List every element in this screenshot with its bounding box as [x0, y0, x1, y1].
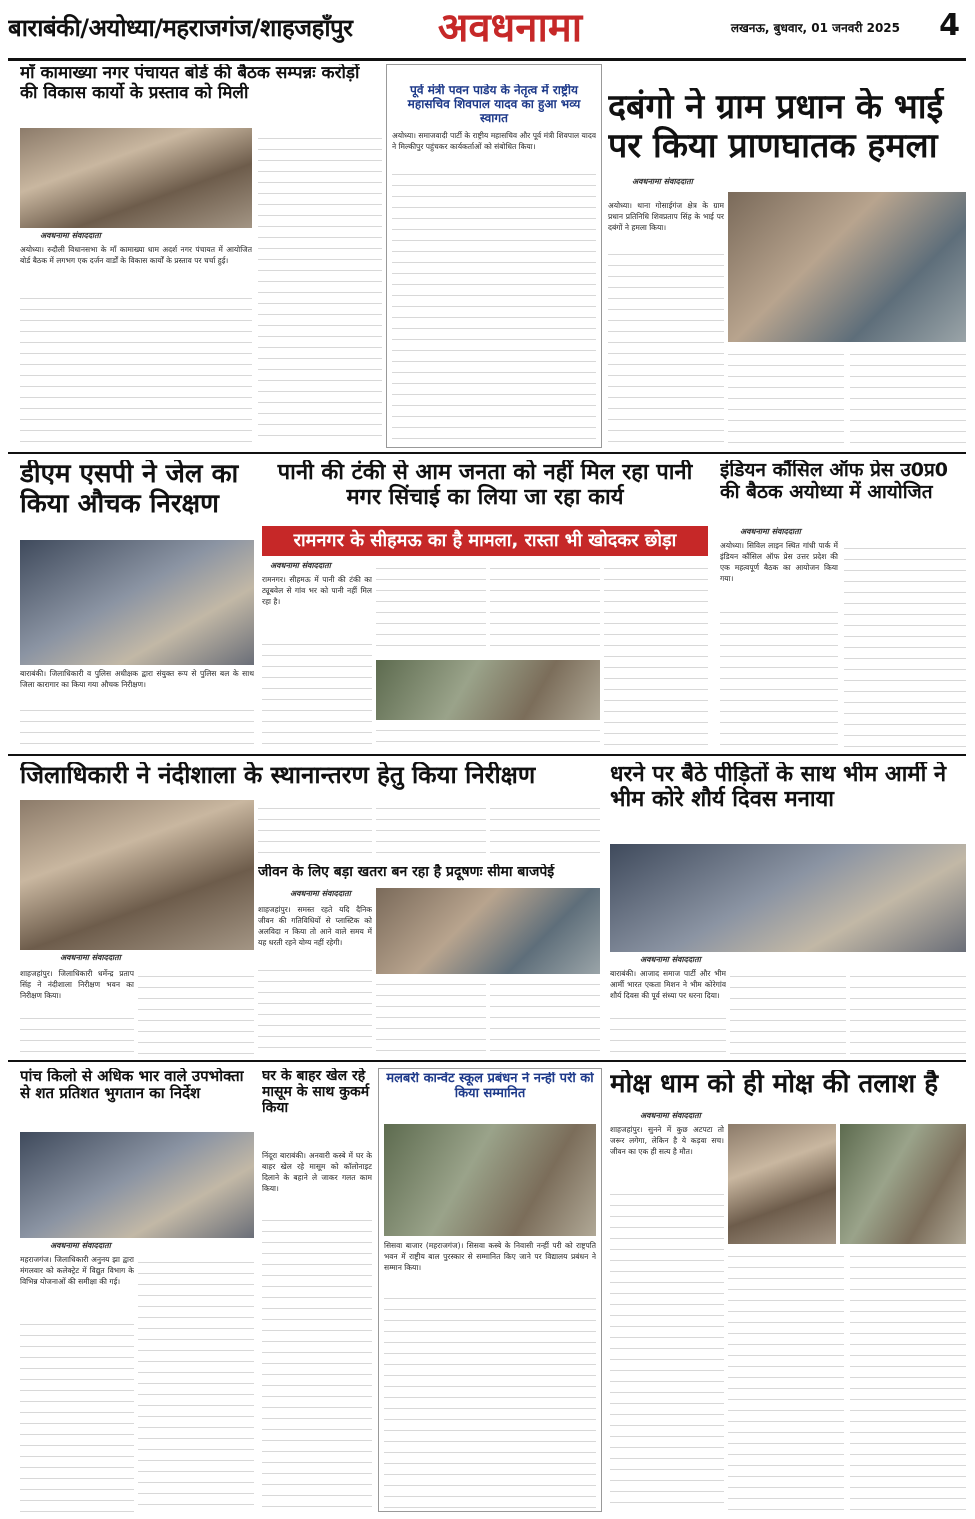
- photo-tanki-road: [376, 660, 600, 720]
- headline-dabang: दबंगो ने ग्राम प्रधान के भाई पर किया प्राणघातक हमला: [608, 88, 944, 167]
- photo-jail-inspection: [20, 540, 254, 665]
- body-press-col1: [720, 604, 838, 748]
- body-nandi-col5: [490, 800, 600, 860]
- lead-kamakhya: अयोध्या। रुदौली विधानसभा के माँ कामाख्या धाम अदर्श नगर पंचायत में आयोजित बोर्ड बैठक में लगभग एक दर्जन वार्डों के विकास कार्यों के प्रस्ताव पर चर्चा हुई।: [20, 245, 252, 265]
- body-dm-jail: [20, 702, 254, 748]
- byline-pradushan: अवधनामा संवाददाता: [290, 889, 351, 898]
- issue-date: लखनऊ, बुधवार, 01 जनवरी 2025: [730, 21, 900, 35]
- body-dharne-col2: [730, 968, 846, 1054]
- body-nandi-col1: [20, 1010, 134, 1054]
- lead-press: अयोध्या। सिविल लाइन स्थित गांधी पार्क में इंडियन कौंसिल ऑफ प्रेस उत्तर प्रदेश की एक महत्वपूर्ण बैठक का आयोजन किया गया।: [720, 541, 838, 583]
- byline-moksh: अवधनामा संवाददाता: [640, 1111, 701, 1120]
- body-pradushan-col3: [490, 976, 600, 1054]
- section-rule-2: [8, 754, 966, 756]
- body-moksh-col2: [728, 1248, 844, 1512]
- lead-malbari: सिसवा बाजार (महराजगंज)। सिसवा कस्बे के निवासी नन्हीं परी को राष्ट्रपति भवन में राष्ट्रीय बाल पुरस्कार से सम्मानित किए जाने पर विद्यालय प्रबंधन ने सम्मान किया।: [384, 1241, 596, 1272]
- body-kamakhya-col1: [20, 290, 252, 445]
- header-rule: [8, 58, 966, 61]
- photo-malbari-award: [384, 1124, 596, 1236]
- photo-dharne-group: [610, 844, 966, 952]
- body-pradushan-col1: [258, 962, 372, 1054]
- lead-dm-jail: बाराबंकी। जिलाधिकारी व पुलिस अधीक्षक द्वारा संयुक्त रूप से पुलिस बल के साथ जिला कारागार का किया गया औचक निरीक्षण।: [20, 669, 254, 689]
- body-press-col2: [844, 540, 966, 748]
- lead-pawan: अयोध्या। समाजवादी पार्टी के राष्ट्रीय महासचिव और पूर्व मंत्री शिवपाल यादव ने मिल्कीपुर पहुंचकर कार्यकर्ताओं को संबोधित किया।: [392, 131, 596, 151]
- body-dabang-col1: [608, 246, 724, 446]
- masthead-logo: [385, 2, 635, 57]
- lead-bijli: महराजगंज। जिलाधिकारी अनुनय झा द्वारा मंगलवार को कलेक्ट्रेट में विद्युत विभाग के विभिन्न योजनाओं की समीक्षा की गई।: [20, 1255, 134, 1286]
- photo-pradushan-group: [376, 888, 600, 974]
- body-malbari: [384, 1290, 596, 1508]
- masthead-logo-text: अवधनामा: [437, 4, 583, 51]
- body-moksh-col3: [850, 1248, 966, 1512]
- headline-dm-jail: डीएम एसपी ने जेल का किया औचक निरक्षण: [20, 460, 239, 519]
- headline-moksh: मोक्ष धाम को ही मोक्ष की तलाश है: [610, 1070, 939, 1099]
- photo-dabang-protest: [728, 192, 966, 342]
- subhead-tanki: रामनगर के सीहमऊ का है मामला, रास्ता भी खोदकर छोड़ा: [262, 526, 708, 556]
- byline-bijli: अवधनामा संवाददाता: [50, 1241, 111, 1250]
- headline-dharne: धरने पर बैठे पीड़ितों के साथ भीम आर्मी ने भीम कोरे शौर्य दिवस मनाया: [610, 762, 947, 813]
- body-tanki-col4: [604, 560, 708, 748]
- photo-moksh-ground: [840, 1124, 966, 1244]
- headline-masoom: घर के बाहर खेल रहे मासूम के साथ कुकर्म किया: [262, 1068, 370, 1117]
- body-nandi-col3: [258, 800, 372, 860]
- body-tanki-col1: [262, 636, 372, 748]
- byline-kamakhya: अवधनामा संवाददाता: [40, 231, 101, 240]
- headline-tanki: पानी की टंकी से आम जनता को नहीं मिल रहा पानी मगर सिंचाई का लिया जा रहा कार्य: [277, 460, 693, 511]
- byline-press: अवधनामा संवाददाता: [740, 527, 801, 536]
- body-kamakhya-col2: [258, 130, 382, 445]
- section-title: बाराबंकी/अयोध्या/महराजगंज/शाहजहाँपुर: [8, 14, 353, 42]
- section-rule-1: [8, 452, 966, 454]
- body-masoom: [262, 1212, 372, 1512]
- body-pawan: [392, 166, 596, 442]
- photo-bijli-meeting: [20, 1132, 254, 1238]
- byline-dabang: अवधनामा संवाददाता: [632, 177, 693, 186]
- headline-nandi: जिलाधिकारी ने नंदीशाला के स्थानान्तरण हेतु किया निरीक्षण: [20, 762, 536, 789]
- body-bijli-col2: [138, 1254, 254, 1512]
- body-moksh-col1: [610, 1186, 724, 1512]
- body-tanki-col3: [490, 560, 600, 656]
- lead-tanki: रामनगर। सीहमऊ में पानी की टंकी का ट्यूबवेल से गांव भर को पानी नहीं मिल रहा है।: [262, 575, 372, 606]
- photo-moksh-pyre: [728, 1124, 836, 1244]
- byline-nandi: अवधनामा संवाददाता: [60, 953, 121, 962]
- body-dharne-col3: [850, 968, 966, 1054]
- body-nandi-col4: [376, 800, 486, 860]
- body-dabang-col3: [850, 346, 966, 446]
- headline-malbari: मलबरी कान्वेंट स्कूल प्रबंधन ने नन्हीं परी को किया सम्मानित: [386, 1072, 594, 1101]
- byline-tanki: अवधनामा संवाददाता: [270, 561, 331, 570]
- body-bijli-col1: [20, 1316, 134, 1512]
- lead-dharne: बाराबंकी। आजाद समाज पार्टी और भीम आर्मी भारत एकता मिशन ने भीम कोरेगांव शौर्य दिवस की पूर्व संध्या पर धरना दिया।: [610, 969, 726, 1000]
- byline-dharne: अवधनामा संवाददाता: [640, 955, 701, 964]
- lead-dabang: अयोध्या। थाना गोसाईगंज क्षेत्र के ग्राम प्रधान प्रतिनिधि शिवप्रताप सिंह के भाई पर दबंगों ने हमला किया।: [608, 201, 724, 232]
- lead-moksh: शाहजहांपुर। सुनने में कुछ अटपटा तो जरूर लगेगा, लेकिन है ये कड़वा सच। जीवन का एक ही सत्य है मौत।: [610, 1125, 724, 1156]
- headline-bijli: पांच किलो से अधिक भार वाले उपभोक्ता से शत प्रतिशत भुगतान का निर्देश: [20, 1068, 244, 1103]
- headline-pradushan: जीवन के लिए बड़ा खतरा बन रहा है प्रदूषणः सीमा बाजपेई: [258, 864, 555, 880]
- body-tanki-caption: [376, 722, 600, 748]
- lead-masoom: निंदूरा बाराबंकी। अनवारी कस्बे में घर के बाहर खेल रहे मासूम को कॉलोनाइट दिलाने के बहाने ले जाकर गलत काम किया।: [262, 1151, 372, 1193]
- body-nandi-col2: [138, 968, 254, 1054]
- body-dharne-col1: [610, 1010, 726, 1054]
- headline-pawan: पूर्व मंत्री पवन पाडेय के नेतृत्व में राष्ट्रीय महासचिव शिवपाल यादव का हुआ भव्य स्वागत: [407, 84, 581, 125]
- lead-pradushan: शाहजहांपुर। समस्त रहते यदि दैनिक जीवन की गतिविधियों से प्लास्टिक को अलविदा न किया तो आने वाले समय में यह धरती रहने योग्य नहीं रहेगी।: [258, 905, 372, 947]
- lead-nandi: शाहजहांपुर। जिलाधिकारी धर्मेन्द्र प्रताप सिंह ने नंदीशाला निरीक्षण भवन का निरीक्षण किया।: [20, 969, 134, 1000]
- section-rule-3: [8, 1060, 966, 1062]
- headline-press: इंडियन कौंसिल ऑफ प्रेस उ0प्र0 की बैठक अयोध्या में आयोजित: [720, 460, 949, 503]
- body-pradushan-col2: [376, 976, 486, 1054]
- headline-kamakhya: माँ कामाख्या नगर पंचायत बोर्ड की बैठक सम्पन्नः करोड़ों की विकास कार्यो के प्रस्ताव को मिली: [20, 64, 360, 103]
- page-number: 4: [939, 8, 960, 43]
- photo-kamakhya-meeting: [20, 128, 252, 228]
- body-dabang-col2: [728, 346, 844, 446]
- body-tanki-col2: [376, 560, 486, 656]
- photo-nandi-inspection: [20, 800, 254, 950]
